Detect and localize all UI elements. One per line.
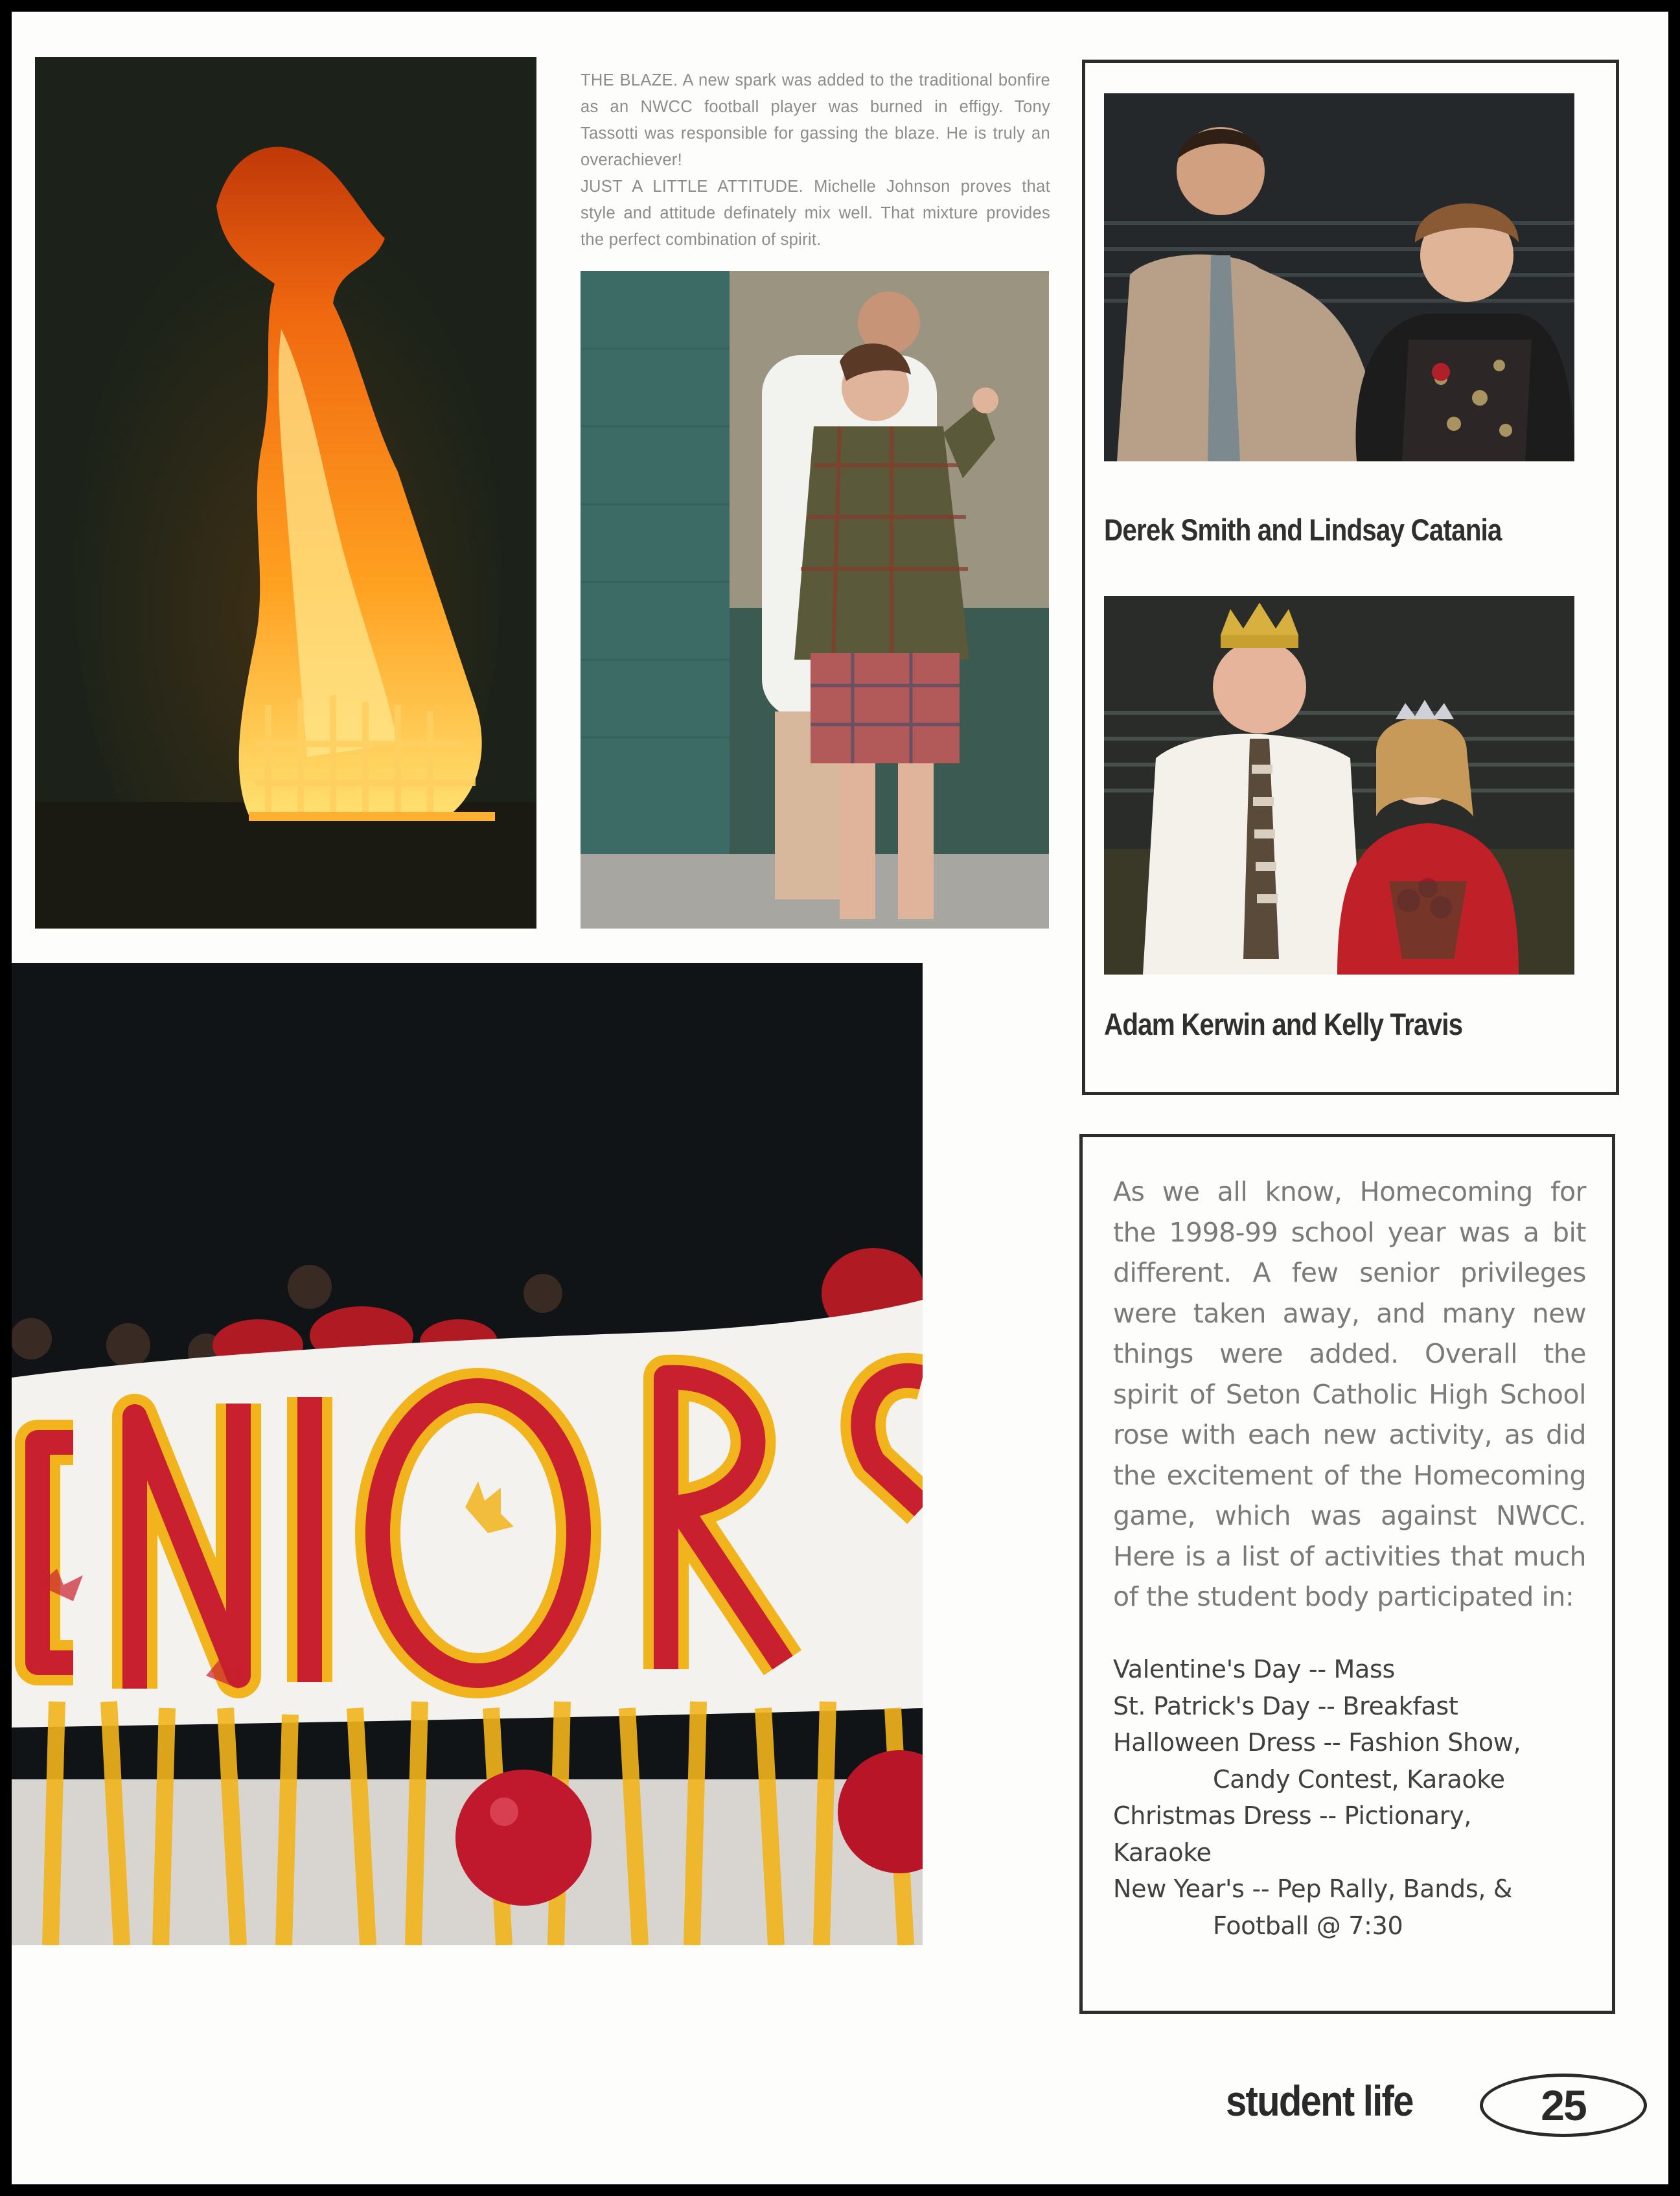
activity-new-years-cont: Football @ 7:30 (1213, 1911, 1403, 1940)
story-body: As we all know, Homecoming for the 1998-99 school year was a bit different. A few senior privileges were taken away, and many new things were added. Overall the spirit of Seton Catholic High School rose with each new activity, as did the excitement of the Homecoming game, which was against NWCC. Here is a list of activities that much of the student body participated in: (1113, 1176, 1586, 1612)
page-number: 25 (1541, 2081, 1586, 2129)
royalty-photo-1 (1104, 93, 1574, 461)
caption-just-a-little-attitude: JUST A LITTLE ATTITUDE. Michelle Johnson proves that style and attitude definately mix well. That mixture provides the perfect combination of spirit. (581, 178, 1050, 249)
yearbook-page (12, 12, 1668, 2184)
activity-christmas-cont: Karaoke (1113, 1838, 1212, 1867)
activity-new-years: New Year's -- Pep Rally, Bands, & (1113, 1875, 1513, 1903)
homecoming-story-text (1113, 1172, 1586, 1617)
activities-list (1113, 1651, 1605, 1944)
activity-christmas: Christmas Dress -- Pictionary, (1113, 1801, 1472, 1830)
royalty-caption-2: Adam Kerwin and Kelly Travis (1104, 1007, 1463, 1041)
section-label: student life (1226, 2077, 1413, 2125)
activity-halloween: Halloween Dress -- Fashion Show, (1113, 1728, 1521, 1757)
seniors-banner-photo (12, 963, 923, 1945)
activity-halloween-cont: Candy Contest, Karaoke (1213, 1764, 1505, 1794)
page-number-oval (1480, 2074, 1647, 2137)
bonfire-photo (35, 57, 536, 929)
photo-caption (581, 67, 1050, 253)
activity-st-patricks: St. Patrick's Day -- Breakfast (1113, 1691, 1458, 1720)
student-photo (581, 271, 1049, 929)
royalty-photo-2 (1104, 596, 1574, 975)
caption-the-blaze: THE BLAZE. A new spark was added to the traditional bonfire as an NWCC football player was burned in effigy. Tony Tassotti was responsible for gassing the blaze. He is truly an overachiever! (581, 71, 1050, 169)
royalty-caption-1: Derek Smith and Lindsay Catania (1104, 513, 1502, 547)
activity-valentines: Valentine's Day -- Mass (1113, 1655, 1395, 1683)
